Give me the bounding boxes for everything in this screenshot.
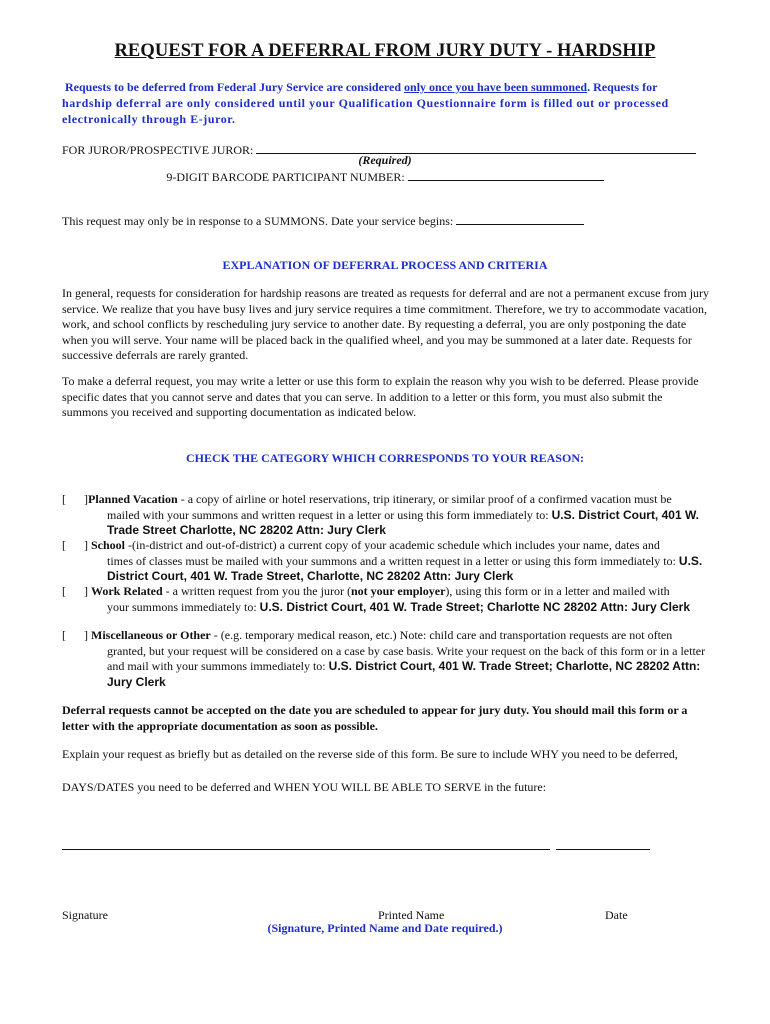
category-heading: CHECK THE CATEGORY WHICH CORRESPONDS TO YOUR REASON: bbox=[186, 451, 584, 465]
explanation-heading: EXPLANATION OF DEFERRAL PROCESS AND CRITERIA bbox=[222, 258, 548, 272]
mailing-address: U.S. District Court, 401 W. Trade Street Charlotte, NC 28202 Attn: Jury Clerk bbox=[107, 507, 699, 537]
category-description: - (e.g. temporary medical reason, etc.) Note: child care and transportation requests are not often bbox=[210, 628, 673, 642]
mailing-address: U.S. District Court, 401 W. Trade Street; Charlotte, NC 28202 Attn: Jury Clerk bbox=[107, 659, 701, 689]
mailing-address: U.S. District Court, 401 W. Trade Street, Charlotte, NC 28202 Attn: Jury Clerk bbox=[107, 553, 703, 583]
signature-name-field[interactable] bbox=[62, 838, 550, 850]
category-name: Planned Vacation bbox=[88, 492, 178, 506]
intro-underlined: only once you have been summoned bbox=[404, 80, 588, 94]
category-planned-vacation[interactable] bbox=[62, 492, 722, 538]
printed-name-label: Printed Name bbox=[378, 908, 445, 922]
checkbox-bracket-close[interactable]: ] bbox=[84, 628, 88, 642]
intro-notice bbox=[62, 79, 712, 127]
category-work-related[interactable] bbox=[62, 584, 722, 630]
signature-line-row bbox=[62, 838, 650, 854]
days-dates-text: DAYS/DATES you need to be deferred and WHEN YOU WILL BE ABLE TO SERVE in the future: bbox=[62, 780, 547, 794]
intro-part2: . Requests for bbox=[587, 80, 658, 94]
barcode-label: 9-DIGIT BARCODE PARTICIPANT NUMBER: bbox=[166, 170, 408, 184]
category-name: Miscellaneous or Other bbox=[91, 628, 211, 642]
checkbox-bracket-open[interactable]: [ bbox=[62, 538, 66, 552]
checkbox-bracket-open[interactable]: [ bbox=[62, 492, 66, 506]
signature-label: Signature bbox=[62, 908, 108, 922]
checkbox-bracket-open[interactable]: [ bbox=[62, 584, 66, 598]
intro-line3: electronically through E-juror. bbox=[62, 112, 236, 126]
barcode-row bbox=[0, 169, 770, 185]
category-instructions: times of classes must be mailed with your summons and a written request in a letter or using this form immediately to: bbox=[107, 553, 679, 568]
required-note: (Required) bbox=[358, 153, 412, 167]
category-school[interactable] bbox=[62, 538, 722, 584]
service-date-field[interactable] bbox=[456, 213, 584, 225]
barcode-field[interactable] bbox=[408, 169, 604, 181]
juror-name-label: FOR JUROR/PROSPECTIVE JUROR: bbox=[62, 143, 257, 157]
category-description-b: ), using this form or in a letter and mailed with bbox=[445, 584, 670, 598]
category-instructions: granted, but your request will be considered on a case by case basis. Write your request on the back of this form or in a letter and mail with your summons immediately to: bbox=[107, 643, 706, 673]
checkbox-bracket-open[interactable]: [ bbox=[62, 628, 66, 642]
category-instructions: your summons immediately to: bbox=[107, 599, 260, 614]
summons-label: This request may only be in response to a SUMMONS. Date your service begins: bbox=[62, 214, 457, 228]
intro-line2: hardship deferral are only considered until your Qualification Questionnaire form is filled out or processed bbox=[62, 96, 669, 110]
category-name: Work Related bbox=[91, 584, 163, 598]
checkbox-bracket-close[interactable]: ] bbox=[84, 538, 88, 552]
category-description-a: - a written request from you the juror ( bbox=[162, 584, 351, 598]
summons-row bbox=[62, 213, 584, 229]
date-label: Date bbox=[605, 908, 628, 922]
category-name: School bbox=[91, 538, 126, 552]
category-emphasis: not your employer bbox=[350, 584, 446, 598]
explanation-paragraph: In general, requests for consideration for hardship reasons are treated as requests for deferral and are not a permanent excuse from jury service. We realize that you have busy lives and jury service requires a time commitment. Therefore, we try to accommodate vacation, work, and school conflicts by rescheduling jury service to another date. By requesting a deferral, you are only postponing the date when you will serve. Your name will be placed back in the qualified wheel, and you may be summoned at a later date. Requests for successive deferrals are rarely granted. bbox=[62, 286, 710, 363]
category-description: -(in-district and out-of-district) a current copy of your academic schedule which includes your name, dates and bbox=[125, 538, 660, 552]
checkbox-bracket-close[interactable]: ] bbox=[84, 584, 88, 598]
category-miscellaneous[interactable] bbox=[62, 628, 722, 688]
signature-required-note: (Signature, Printed Name and Date required.) bbox=[267, 921, 503, 935]
intro-part1: Requests to be deferred from Federal Jury Service are considered bbox=[65, 80, 405, 94]
category-description: - a copy of airline or hotel reservations, trip itinerary, or similar proof of a confirmed vacation must be bbox=[177, 492, 672, 506]
checkbox-bracket-close[interactable]: ] bbox=[84, 492, 88, 506]
instructions-paragraph: To make a deferral request, you may write a letter or use this form to explain the reason why you wish to be deferred. Please provide specific dates that you cannot serve and dates that you can serve. In addition to a letter or this form, you must also submit the summons you received and supporting documentation as indicated below. bbox=[62, 374, 699, 420]
date-field[interactable] bbox=[556, 838, 650, 850]
category-instructions: mailed with your summons and written request in a letter or using this form immediately to: bbox=[107, 507, 552, 522]
mailing-notice: Deferral requests cannot be accepted on the date you are scheduled to appear for jury duty. You should mail this form or a letter with the appropriate documentation as soon as possible. bbox=[62, 703, 688, 733]
explain-request-text: Explain your request as briefly but as detailed on the reverse side of this form. Be sure to include WHY you need to be deferred, bbox=[62, 747, 678, 761]
mailing-address: U.S. District Court, 401 W. Trade Street; Charlotte NC 28202 Attn: Jury Clerk bbox=[259, 599, 690, 614]
form-title: REQUEST FOR A DEFERRAL FROM JURY DUTY - HARDSHIP bbox=[114, 41, 656, 61]
